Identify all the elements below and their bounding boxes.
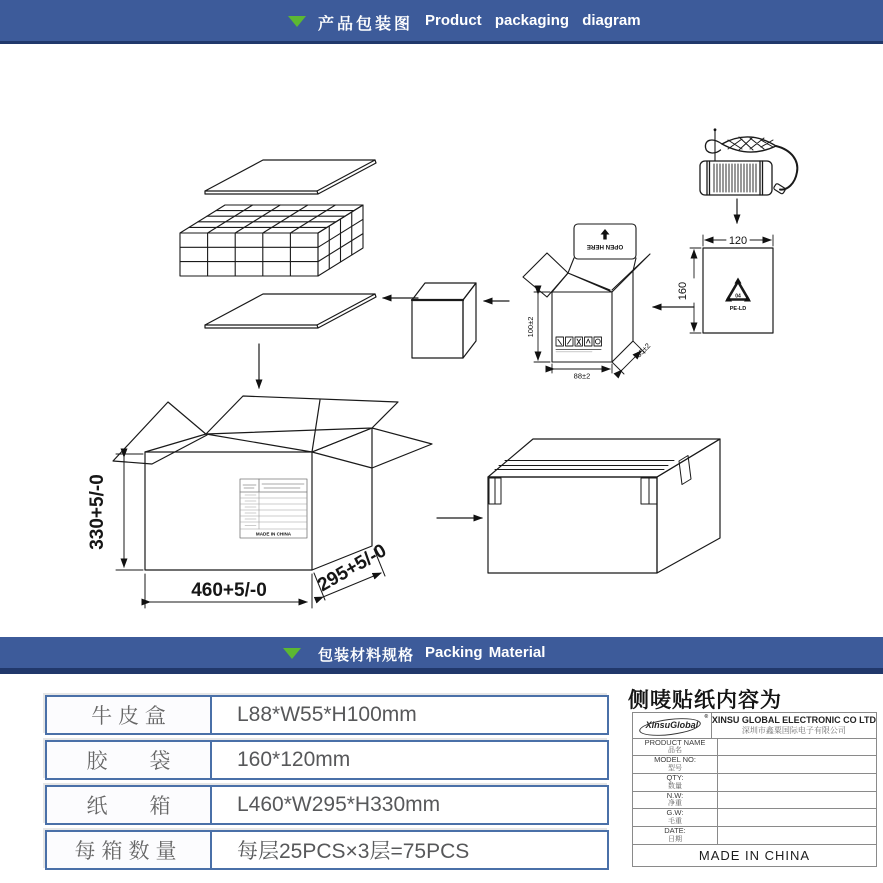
field-en: MODEL NO: [654,755,696,765]
field-en: QTY: [666,773,684,783]
plastic-bag [677,235,773,333]
sticker-footer: MADE IN CHINA [698,847,811,863]
field-cn: 净重 [668,800,682,808]
logo-oval-swoosh [638,716,701,739]
carton-mini-label [240,479,307,538]
power-adapter [700,128,797,195]
sticker-company [712,713,876,738]
spec-value: 160*120mm [237,748,351,771]
sticker-logo-cell [633,713,712,738]
spec-row-kraft-box [45,695,609,735]
field-en: DATE: [664,826,686,836]
sticker-row-date [633,827,876,845]
field-blank [718,809,876,826]
field-blank [718,792,876,809]
header1-title-cn: 产品包装图 [318,16,414,33]
spec-value: L88*W55*H100mm [237,703,417,726]
field-cn: 品名 [668,747,682,755]
green-triangle-icon [283,648,301,659]
kraft-box-open [523,224,652,381]
recycle-icon [725,278,751,313]
company-name-cn: 深圳市鑫粟国际电子有限公司 [741,725,846,735]
carton-tape [489,456,691,505]
dim-bag-width: 120 [728,235,748,247]
sticker-row-product-name [633,739,876,757]
side-mark-sticker [632,712,877,867]
certification-marks [556,337,602,352]
dim-carton-height: 330+5/-0 [87,474,108,550]
section-header-material [0,637,883,668]
field-cn: 型号 [668,764,682,772]
field-cn: 数量 [668,782,682,790]
company-name-en: XINSU GLOBAL ELECTRONIC CO LTD [711,714,876,725]
box-stack-grid [180,205,363,276]
dim-box-height: 100±2 [526,316,535,338]
spec-row-plastic-bag [45,740,609,780]
field-cn: 日期 [668,835,682,843]
mini-label-footer: MADE IN CHINA [255,531,292,537]
field-blank [718,739,876,756]
sealed-carton [488,439,720,573]
header1-title-en: Product packaging diagram [425,12,641,29]
dim-bag-height: 160 [677,281,689,301]
layer-pad-bottom [205,294,376,328]
header2-bottom-strip [0,668,883,674]
carton-dimensions [87,454,390,608]
open-here-text: OPEN HERE [586,243,624,250]
dim-box-depth: 55±2 [634,341,653,360]
field-blank [718,827,876,844]
spec-label: 每箱数量 [47,832,212,868]
flow-arrows [259,199,737,518]
spec-label: 纸 箱 [47,787,212,823]
up-arrow-icon [601,229,610,240]
sticker-row-model-no [633,756,876,774]
dim-box-length: 88±2 [573,371,591,381]
header1-bottom-strip [0,41,883,44]
layer-pad-top [205,160,376,194]
spec-value: 每层25PCS×3层=75PCS [237,840,470,863]
logo-text: XinsuGlobal [645,720,699,731]
field-en: N.W: [666,790,684,800]
sticker-header [633,713,876,739]
field-blank [718,756,876,773]
dim-carton-width: 295+5/-0 [314,540,391,597]
spec-value: L460*W295*H330mm [237,793,441,816]
sticker-row-qty [633,774,876,792]
sticker-row-gw [633,809,876,827]
sticker-row-nw [633,792,876,810]
kraft-cube [412,283,476,358]
sticker-title: 侧唛贴纸内容为 [628,688,782,712]
spec-row-qty-per-carton [45,830,609,870]
green-triangle-icon [288,16,306,27]
header2-title-cn: 包装材料规格 [318,647,415,664]
xinsu-global-logo [640,714,709,732]
spec-label: 牛 皮 盒 [47,697,212,733]
registered-mark: ® [704,714,709,721]
spec-row-carton [45,785,609,825]
recycle-code: 04 [735,293,741,300]
field-cn: 毛重 [668,818,682,825]
field-blank [718,774,876,791]
bag-dimensions [677,235,773,333]
open-carton [87,396,432,608]
section-header-packaging [0,0,883,41]
field-en: PRODUCT NAME [644,737,706,747]
field-en: G.W: [666,808,684,818]
header2-title-en: Packing Material [425,644,546,661]
recycle-material: PE-LD [729,306,747,312]
dim-carton-length: 460+5/-0 [191,580,267,601]
spec-label: 胶 袋 [47,742,212,778]
